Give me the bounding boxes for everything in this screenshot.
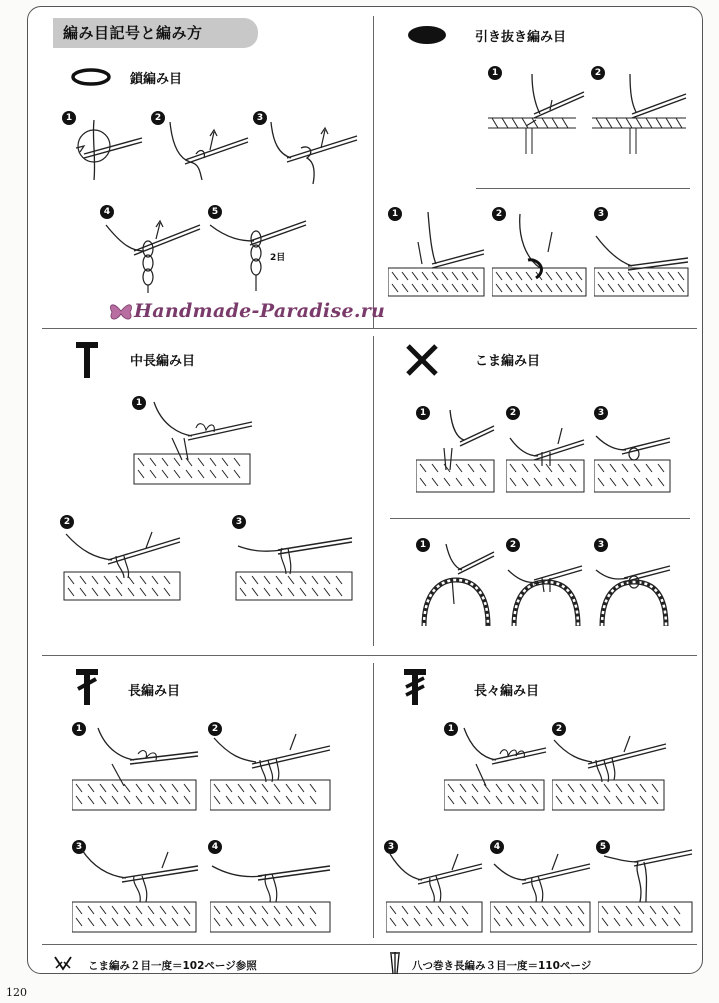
divider-vertical-top [373, 16, 374, 328]
step-badge: 3 [594, 207, 608, 221]
t-two-bar-icon [402, 667, 428, 707]
double-crochet-label: 長編み目 [128, 684, 181, 699]
chain-step4-illustration [104, 215, 204, 295]
divider-row1 [42, 328, 697, 329]
slip-b-step1-illustration [388, 208, 486, 300]
divider-vertical-mid [373, 336, 374, 646]
cluster-symbol-icon [386, 950, 404, 976]
step-badge: 2 [208, 722, 222, 736]
single-a-step3-illustration [594, 408, 674, 496]
butterfly-logo [108, 298, 134, 324]
page-title: 編み目記号と編み方 [53, 18, 258, 48]
step-badge: 1 [488, 66, 502, 80]
double-step3-illustration [72, 846, 200, 934]
step-badge: 2 [151, 111, 165, 125]
t-one-bar-icon [74, 667, 100, 707]
step-badge: 3 [594, 538, 608, 552]
step-badge: 3 [232, 515, 246, 529]
single-a-step2-illustration [506, 408, 586, 496]
single-crochet-label: こま編み目 [475, 354, 541, 369]
step-badge: 3 [72, 840, 86, 854]
chain-stitch-label: 鎖編み目 [130, 72, 183, 87]
sc2tog-symbol-icon [52, 954, 74, 972]
step-badge: 1 [388, 207, 402, 221]
half-double-step2-illustration [62, 520, 182, 602]
divider-vertical-bottom [373, 663, 374, 938]
slip-stitch-label: 引き抜き編み目 [475, 30, 567, 45]
divider-row2 [42, 655, 697, 656]
single-b-step3-illustration [594, 540, 674, 632]
chain-step1-illustration [66, 118, 146, 183]
chain-step5-illustration [208, 215, 308, 295]
step-badge: 5 [596, 840, 610, 854]
oval-outline-icon [70, 67, 112, 87]
t-symbol-icon [74, 340, 100, 380]
half-double-label: 中長編み目 [130, 354, 196, 369]
divider-footer [42, 944, 697, 945]
slip-b-step2-illustration [492, 208, 588, 300]
treble-step3-illustration [386, 846, 486, 934]
double-step2-illustration [210, 724, 332, 812]
treble-step2-illustration [552, 724, 668, 812]
treble-step4-illustration [490, 846, 594, 934]
step-badge: 1 [416, 406, 430, 420]
slip-a-step1-illustration [486, 70, 586, 160]
step-badge: 3 [594, 406, 608, 420]
slip-b-step3-illustration [594, 208, 692, 300]
single-b-step2-illustration [506, 540, 586, 632]
treble-step1-illustration [444, 724, 548, 812]
x-symbol-icon [404, 342, 440, 378]
chain-step3-illustration [265, 118, 360, 188]
watermark-text: Handmade-Paradise.ru [134, 300, 386, 322]
half-double-step1-illustration [132, 398, 254, 488]
step-badge: 1 [72, 722, 86, 736]
step-badge: 2 [591, 66, 605, 80]
single-b-step1-illustration [416, 540, 496, 632]
step-badge: 2 [506, 538, 520, 552]
step-badge: 2 [492, 207, 506, 221]
treble-crochet-label: 長々編み目 [474, 684, 540, 699]
step-badge: 1 [444, 722, 458, 736]
step-badge: 5 [208, 205, 222, 219]
two-stitches-note: 2目 [270, 253, 286, 263]
double-step1-illustration [72, 724, 200, 812]
step-badge: 2 [506, 406, 520, 420]
step-badge: 4 [208, 840, 222, 854]
step-badge: 1 [416, 538, 430, 552]
step-badge: 4 [100, 205, 114, 219]
slip-a-step2-illustration [590, 70, 690, 160]
divider-slip-sub [476, 188, 690, 189]
double-step4-illustration [210, 846, 332, 934]
filled-oval-icon [405, 24, 449, 46]
step-badge: 1 [62, 111, 76, 125]
step-badge: 2 [60, 515, 74, 529]
half-double-step3-illustration [234, 520, 354, 602]
page-number: 120 [6, 986, 27, 999]
step-badge: 3 [253, 111, 267, 125]
single-a-step1-illustration [416, 408, 496, 496]
footnote-left: こま編み２目一度＝102ページ参照 [88, 960, 257, 972]
chain-step2-illustration [160, 118, 250, 183]
step-badge: 3 [384, 840, 398, 854]
step-badge: 2 [552, 722, 566, 736]
step-badge: 4 [490, 840, 504, 854]
footnote-right: 八つ巻き長編み３目一度＝110ページ [412, 960, 592, 972]
divider-single-sub [390, 518, 690, 519]
treble-step5-illustration [598, 846, 696, 934]
step-badge: 1 [132, 396, 146, 410]
